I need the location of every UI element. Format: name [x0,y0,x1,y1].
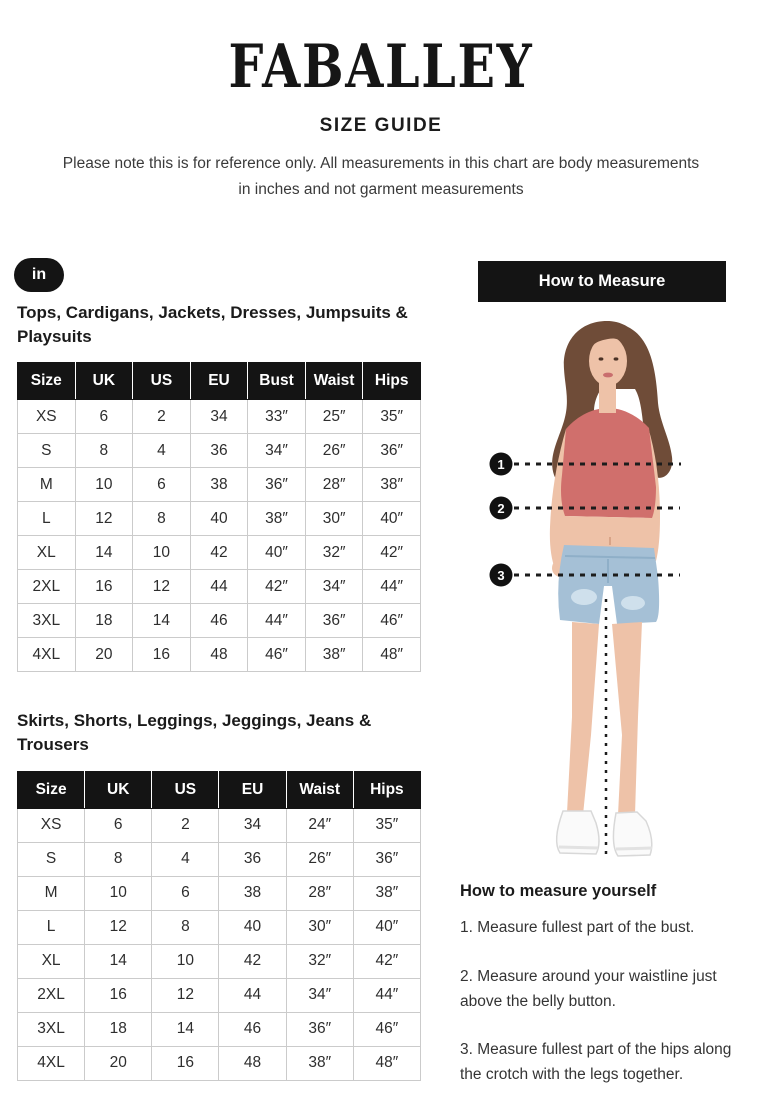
column-header: US [152,771,219,808]
size-cell: 2XL [18,570,76,604]
page-title: SIZE GUIDE [319,115,443,136]
size-cell: 3XL [18,604,76,638]
size-cell: 36 [219,842,286,876]
section-heading-bottoms: Skirts, Shorts, Leggings, Jeggings, Jeans & Trousers [17,711,372,755]
size-cell: 44 [190,570,248,604]
column-header: Bust [248,363,306,400]
size-cell: XL [18,944,85,978]
size-cell: 10 [85,876,152,910]
size-table-bottoms [17,771,421,1081]
table-row [18,434,421,468]
size-cell: 38 [190,468,248,502]
table-header-row [18,771,421,808]
column-header: Size [18,363,76,400]
size-table-tops [17,362,421,672]
size-cell: 48 [190,638,248,672]
right-leg [612,622,642,815]
size-cell: 12 [85,910,152,944]
table-row [18,978,421,1012]
size-cell: 44″ [353,978,420,1012]
size-cell: 18 [85,1012,152,1046]
size-cell: 40″ [353,910,420,944]
left-eye [599,357,604,360]
size-cell: L [18,502,76,536]
size-cell: 42″ [363,536,421,570]
size-cell: 40 [190,502,248,536]
size-cell: XL [18,536,76,570]
table-row [18,842,421,876]
size-cell: 4XL [18,1046,85,1080]
size-cell: 42 [219,944,286,978]
size-cell: 10 [133,536,191,570]
size-cell: 14 [152,1012,219,1046]
column-header: EU [219,771,286,808]
size-cell: 42 [190,536,248,570]
size-cell: 38″ [363,468,421,502]
size-cell: 36″ [363,434,421,468]
reference-note: Please note this is for reference only. All measurements in this chart are body measurements in inches and not garment measurements [62,155,700,198]
size-cell: 12 [133,570,191,604]
column-header: US [133,363,191,400]
size-cell: 16 [152,1046,219,1080]
svg-text:1: 1 [497,457,505,472]
table-header-row [18,363,421,400]
size-cell: 6 [133,468,191,502]
size-cell: 8 [152,910,219,944]
size-cell: M [18,876,85,910]
size-cell: 16 [85,978,152,1012]
size-cell: 40 [219,910,286,944]
size-cell: L [18,910,85,944]
size-cell: 38″ [286,1046,353,1080]
size-cell: S [18,842,85,876]
left-leg [567,622,599,815]
size-cell: 42″ [353,944,420,978]
tank-top [561,408,656,518]
table-row [18,1046,421,1080]
size-cell: 6 [85,808,152,842]
size-cell: 38″ [305,638,363,672]
table-row [18,808,421,842]
size-cell: XS [18,400,76,434]
denim-patch-left [571,589,597,605]
size-cell: 8 [85,842,152,876]
size-cell: XS [18,808,85,842]
size-cell: 28″ [286,876,353,910]
size-cell: 14 [85,944,152,978]
size-cell: 35″ [353,808,420,842]
size-cell: 26″ [305,434,363,468]
size-cell: 32″ [305,536,363,570]
table-row [18,536,421,570]
svg-text:3: 3 [497,568,505,583]
size-cell: S [18,434,76,468]
size-cell: 12 [152,978,219,1012]
size-cell: 25″ [305,400,363,434]
how-to-measure-column [460,261,752,1088]
size-cell: 34″ [286,978,353,1012]
size-cell: 16 [75,570,133,604]
table-row [18,570,421,604]
size-cell: 34 [219,808,286,842]
size-cell: 38″ [353,876,420,910]
size-cell: 8 [133,502,191,536]
unit-toggle-badge[interactable]: in [14,258,64,292]
page-header [0,0,762,202]
size-cell: 2 [133,400,191,434]
size-cell: 35″ [363,400,421,434]
size-cell: 10 [152,944,219,978]
instruction-item: 1. Measure fullest part of the bust. [460,919,695,936]
how-to-measure-banner: How to Measure [478,261,726,302]
column-header: Hips [353,771,420,808]
size-cell: 24″ [286,808,353,842]
table-row [18,468,421,502]
size-cell: 46″ [248,638,306,672]
table-row [18,502,421,536]
marker-3 [490,564,513,587]
size-cell: 2XL [18,978,85,1012]
size-cell: 4XL [18,638,76,672]
size-tables-column [17,301,421,1081]
column-header: Waist [305,363,363,400]
right-eye [614,357,619,360]
size-cell: 30″ [286,910,353,944]
instruction-item: 2. Measure around your waistline just above the belly button. [460,967,717,1010]
size-cell: 34″ [248,434,306,468]
svg-text:2: 2 [497,501,505,516]
size-cell: 3XL [18,1012,85,1046]
size-cell: M [18,468,76,502]
size-cell: 14 [75,536,133,570]
table-row [18,638,421,672]
section-heading-tops: Tops, Cardigans, Jackets, Dresses, Jumpsuits & Playsuits [17,303,408,347]
size-cell: 4 [152,842,219,876]
column-header: UK [85,771,152,808]
size-cell: 48″ [363,638,421,672]
size-cell: 4 [133,434,191,468]
table-row [18,604,421,638]
size-cell: 14 [133,604,191,638]
size-cell: 34 [190,400,248,434]
marker-2 [490,497,513,520]
table-row [18,944,421,978]
size-cell: 10 [75,468,133,502]
size-cell: 44 [219,978,286,1012]
size-cell: 2 [152,808,219,842]
left-sole [559,847,598,848]
size-cell: 32″ [286,944,353,978]
size-cell: 40″ [363,502,421,536]
table-row [18,876,421,910]
column-header: Waist [286,771,353,808]
table-row [18,910,421,944]
size-cell: 16 [133,638,191,672]
size-cell: 46″ [363,604,421,638]
instructions-title: How to measure yourself [460,882,657,900]
size-cell: 36″ [353,842,420,876]
size-cell: 34″ [305,570,363,604]
size-cell: 26″ [286,842,353,876]
size-cell: 36 [190,434,248,468]
size-cell: 40″ [248,536,306,570]
size-cell: 36″ [248,468,306,502]
column-header: Size [18,771,85,808]
model-figure-illustration [460,315,752,878]
instruction-item: 3. Measure fullest part of the hips along the crotch with the legs together. [460,1041,732,1084]
size-cell: 20 [85,1046,152,1080]
denim-patch-right [621,596,645,610]
size-cell: 38 [219,876,286,910]
size-cell: 42″ [248,570,306,604]
size-cell: 46 [219,1012,286,1046]
size-cell: 36″ [305,604,363,638]
size-cell: 44″ [363,570,421,604]
column-header: UK [75,363,133,400]
column-header: EU [190,363,248,400]
size-cell: 33″ [248,400,306,434]
lips [603,373,613,378]
right-sole [616,848,652,849]
size-cell: 6 [75,400,133,434]
table-row [18,1012,421,1046]
size-cell: 48 [219,1046,286,1080]
size-cell: 38″ [248,502,306,536]
brand-logo: FABALLEY [228,32,534,102]
size-cell: 28″ [305,468,363,502]
size-cell: 18 [75,604,133,638]
size-cell: 46 [190,604,248,638]
column-header: Hips [363,363,421,400]
size-cell: 46″ [353,1012,420,1046]
model-figure-svg [460,315,752,873]
table-row [18,400,421,434]
size-cell: 48″ [353,1046,420,1080]
size-cell: 20 [75,638,133,672]
size-cell: 36″ [286,1012,353,1046]
size-cell: 12 [75,502,133,536]
marker-1 [490,453,513,476]
size-cell: 6 [152,876,219,910]
size-cell: 30″ [305,502,363,536]
size-cell: 8 [75,434,133,468]
size-cell: 44″ [248,604,306,638]
